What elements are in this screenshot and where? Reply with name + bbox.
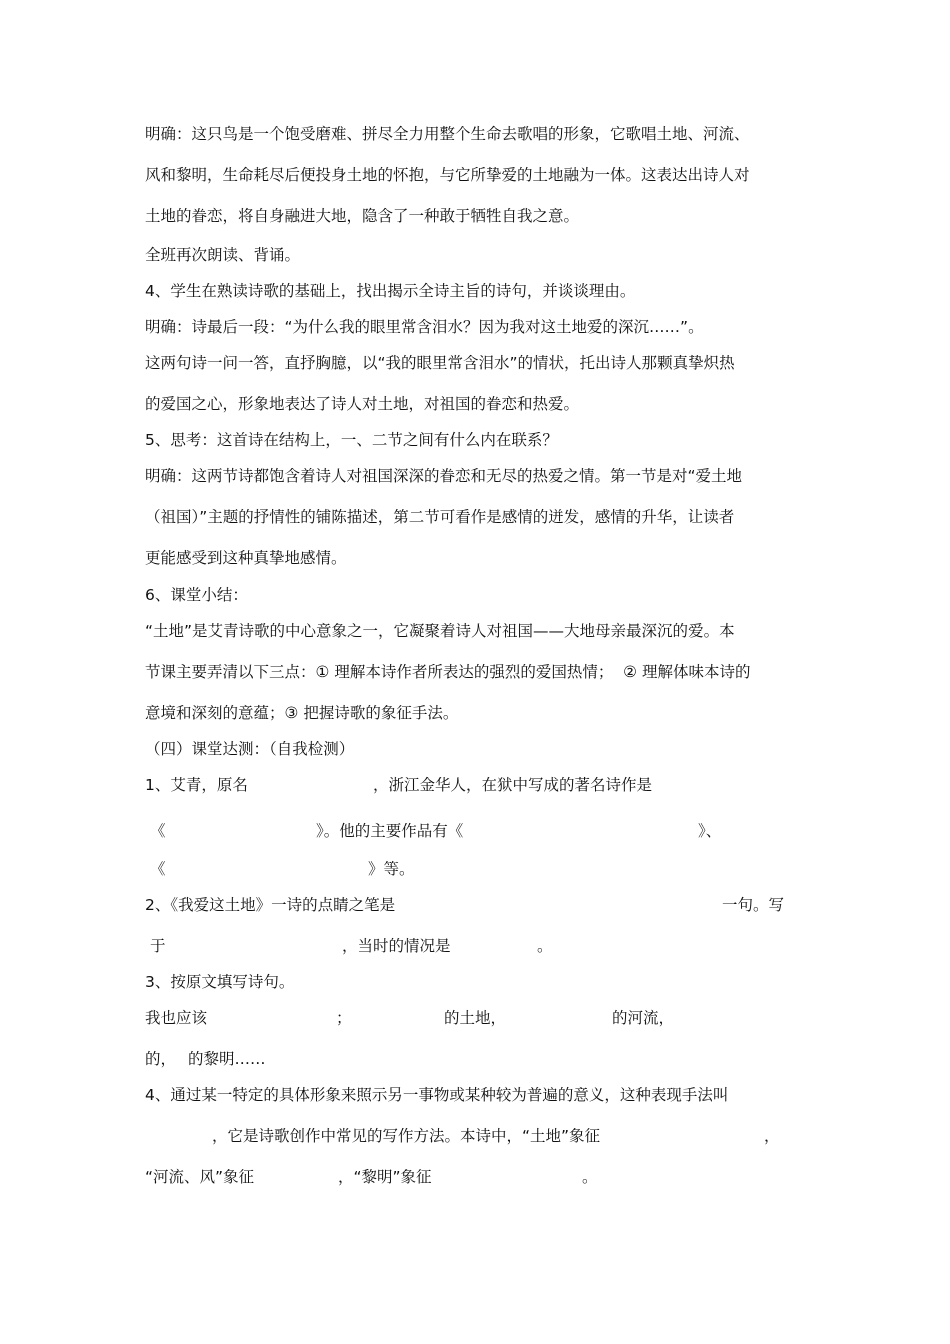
q1-bracket-open: 《 <box>150 822 166 840</box>
text-line: 5、思考：这首诗在结构上，一、二节之间有什么内在联系？ <box>145 431 558 449</box>
q3-f: 的黎明…… <box>188 1050 266 1068</box>
q4-b: ， <box>764 1127 780 1145</box>
q4-d: ，“黎明”象征 <box>338 1168 432 1186</box>
q4-a: ，它是诗歌创作中常见的写作方法。本诗中，“土地”象征 <box>212 1127 601 1145</box>
q4-e: 。 <box>582 1168 598 1186</box>
q3-a: 我也应该 <box>145 1009 208 1027</box>
q2-end: 。 <box>537 937 553 955</box>
text-line: 更能感受到这种真挚地感情。 <box>145 549 347 567</box>
q2-written-at: 于 <box>150 937 166 955</box>
text-line: 节课主要弄清以下三点：① 理解本诗作者所表达的强烈的爱国热情； ② 理解体味本诗的 <box>145 663 751 681</box>
section-heading: （四）课堂达测：（自我检测） <box>145 740 355 758</box>
text-line: 风和黎明，生命耗尽后便投身土地的怀抱，与它所挚爱的土地融为一体。这表达出诗人对 <box>145 166 750 184</box>
text-line: 明确：诗最后一段：“为什么我的眼里常含泪水？因为我对这土地爱的深沉……”。 <box>145 318 704 336</box>
text-line: （祖国）”主题的抒情性的铺陈描述，第二节可看作是感情的迸发，感情的升华，让读者 <box>145 508 735 526</box>
q3-title: 3、按原文填写诗句。 <box>145 973 295 991</box>
q3-e: 的， <box>145 1050 177 1068</box>
q1-bracket-close: 》、 <box>698 822 722 840</box>
q4-c: “河流、风”象征 <box>145 1168 255 1186</box>
text-line: 意境和深刻的意蕴；③ 把握诗歌的象征手法。 <box>145 704 459 722</box>
section-heading: 6、课堂小结： <box>145 586 248 604</box>
q3-d: 的河流， <box>612 1009 675 1027</box>
q1-bracket-open-2: 《 <box>150 860 166 878</box>
text-line: 明确：这只鸟是一个饱受磨难、拼尽全力用整个生命去歌唱的形象，它歌唱土地、河流、 <box>145 125 750 143</box>
text-line: 的爱国之心，形象地表达了诗人对土地，对祖国的眷恋和热爱。 <box>145 395 580 413</box>
text-line: 土地的眷恋，将自身融进大地，隐含了一种敢于牺牲自我之意。 <box>145 207 580 225</box>
q3-b: ； <box>336 1009 352 1027</box>
q1-prompt-cont: ，浙江金华人，在狱中写成的著名诗作是 <box>373 776 653 794</box>
q1-works-text: 》。他的主要作品有《 <box>316 822 464 840</box>
q2-prompt-cont: 一句。写 <box>722 896 785 914</box>
text-line: 全班再次朗读、背诵。 <box>145 246 301 264</box>
q1-prompt: 1、艾青，原名 <box>145 776 248 794</box>
q2-prompt: 2、《我爱这土地》一诗的点睛之笔是 <box>145 896 396 914</box>
q2-situation: ，当时的情况是 <box>342 937 451 955</box>
text-line: “土地”是艾青诗歌的中心意象之一，它凝聚着诗人对祖国——大地母亲最深沉的爱。本 <box>145 622 735 640</box>
q4-line1: 4、通过某一特定的具体形象来照示另一事物或某种较为普遍的意义，这种表现手法叫 <box>145 1086 729 1104</box>
q1-end: 》等。 <box>368 860 415 878</box>
q3-c: 的土地， <box>444 1009 507 1027</box>
text-line: 4、学生在熟读诗歌的基础上，找出揭示全诗主旨的诗句，并谈谈理由。 <box>145 282 636 300</box>
text-line: 这两句诗一问一答，直抒胸臆，以“我的眼里常含泪水”的情状，托出诗人那颗真挚炽热 <box>145 354 735 372</box>
text-line: 明确：这两节诗都饱含着诗人对祖国深深的眷恋和无尽的热爱之情。第一节是对“爱土地 <box>145 467 743 485</box>
